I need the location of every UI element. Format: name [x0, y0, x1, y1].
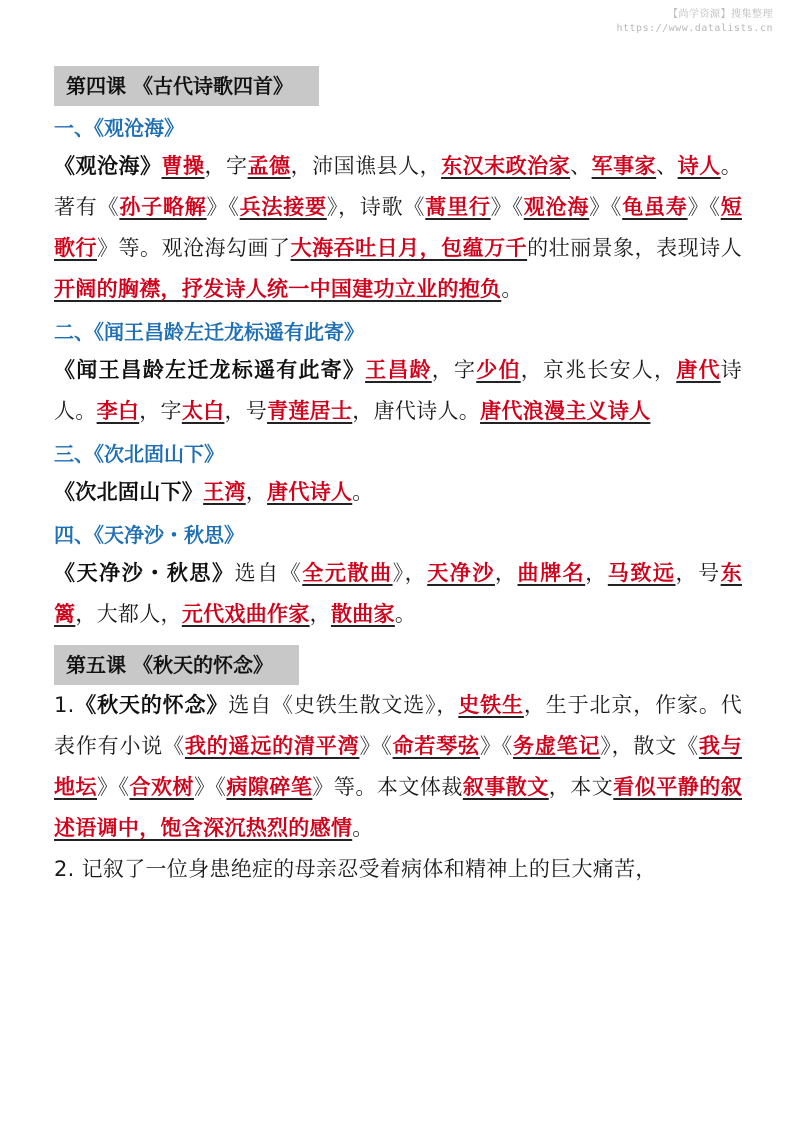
- key-term: 我的遥远的清平湾: [184, 734, 360, 758]
- key-term: 唐代浪漫主义诗人: [480, 399, 651, 423]
- key-term: 观沧海: [523, 195, 590, 219]
- lesson-5-paragraph-2: 2. 记叙了一位身患绝症的母亲忍受着病体和精神上的巨大痛苦，: [54, 857, 657, 881]
- key-term: 病隙碎笔: [226, 775, 313, 799]
- text: 》《: [589, 195, 623, 219]
- watermark-title: 【尚学资源】搜集整理: [668, 9, 773, 20]
- key-term: 孟德: [247, 154, 291, 178]
- watermark: [617, 8, 774, 36]
- text: 》《: [359, 734, 393, 758]
- text: ，: [585, 561, 608, 585]
- text: 。: [394, 602, 417, 626]
- key-term: 命若琴弦: [392, 734, 480, 758]
- lesson-5-title: 第五课 《秋天的怀念》: [54, 645, 299, 685]
- text: ，本文: [548, 775, 614, 799]
- text: 》《: [206, 195, 240, 219]
- text: ，沛国谯县人，: [290, 154, 442, 178]
- key-term: 看似平静的叙述语调中，饱含深沉热烈的感情: [54, 775, 742, 840]
- text: ，京兆长安人，: [520, 358, 677, 382]
- text: ，大都人，: [75, 602, 182, 626]
- key-term: 全元散曲: [302, 561, 393, 585]
- text: 》《: [687, 195, 721, 219]
- text: ，唐代诗人。: [352, 399, 481, 423]
- item-number: 1.: [54, 693, 75, 717]
- section-1-paragraph: [54, 146, 742, 310]
- section-3-paragraph: [54, 472, 742, 513]
- text: ，号: [675, 561, 721, 585]
- text: 《秋天的怀念》: [74, 693, 229, 717]
- key-term: 短歌行: [54, 195, 742, 260]
- text: ，: [309, 602, 331, 626]
- text: ，生于北京，作家。代表作有小说《: [54, 693, 742, 758]
- text: 》《: [193, 775, 227, 799]
- document-body: [54, 66, 742, 890]
- key-term: 开阔的胸襟，抒发诗人统一中国建功立业的抱负: [54, 277, 502, 301]
- text: ，: [494, 561, 518, 585]
- key-term: 唐代: [676, 358, 721, 382]
- key-term: 龟虽寿: [622, 195, 688, 219]
- key-term: 王昌龄: [365, 358, 432, 382]
- key-term: 唐代诗人: [267, 480, 353, 504]
- text: 选自《史铁生散文选》，: [228, 693, 459, 717]
- text: 》《: [479, 734, 514, 758]
- text: 诗人。: [54, 358, 743, 423]
- text: 。著有《: [54, 154, 742, 219]
- key-term: 散曲家: [330, 602, 395, 626]
- key-term: 蒿里行: [425, 195, 491, 219]
- text: 》《: [490, 195, 524, 219]
- key-term: 天净沙: [427, 561, 495, 585]
- text: 《天净沙・秋思》: [54, 561, 235, 585]
- section-3-heading: 三、《次北固山下》: [54, 442, 224, 466]
- lesson-5-paragraph-1: [54, 685, 742, 849]
- text: 》等。本文体裁: [312, 775, 463, 799]
- text: 《次北固山下》: [54, 480, 204, 504]
- key-term: 孙子略解: [119, 195, 207, 219]
- key-term: 太白: [181, 399, 225, 423]
- text: 》，散文《: [600, 734, 699, 758]
- text: 》《: [96, 775, 130, 799]
- key-term: 合欢树: [129, 775, 194, 799]
- key-term: 东篱: [54, 561, 742, 626]
- text: 。: [501, 277, 523, 301]
- text: 《闻王昌龄左迁龙标遥有此寄》: [54, 358, 366, 382]
- section-2-heading: 二、《闻王昌龄左迁龙标遥有此寄》: [54, 320, 364, 344]
- section-4-heading: 四、《天净沙・秋思》: [54, 523, 244, 547]
- text: ，字: [139, 399, 182, 423]
- key-term: 兵法接要: [239, 195, 327, 219]
- key-term: 元代戏曲作家: [181, 602, 310, 626]
- key-term: 李白: [96, 399, 140, 423]
- key-term: 曹操: [161, 154, 205, 178]
- key-term: 务虚笔记: [513, 734, 601, 758]
- key-term: 史铁生: [458, 693, 524, 717]
- key-term: 王湾: [203, 480, 246, 504]
- text: ，字: [204, 154, 248, 178]
- section-2-paragraph: [54, 350, 742, 432]
- key-term: 叙事散文: [462, 775, 549, 799]
- key-term: 我与地坛: [54, 734, 743, 799]
- text: ，字: [431, 358, 477, 382]
- key-term: 曲牌名: [517, 561, 586, 585]
- text: 。: [352, 816, 374, 840]
- text: 》，: [392, 561, 428, 585]
- text: 《观沧海》: [54, 154, 162, 178]
- section-1-heading: 一、《观沧海》: [54, 116, 184, 140]
- key-term: 诗人: [677, 154, 721, 178]
- text: 。: [352, 480, 374, 504]
- text: 、: [570, 154, 592, 178]
- text: 选自《: [234, 561, 303, 585]
- text: 》，诗歌《: [326, 195, 426, 219]
- section-4-paragraph: [54, 553, 742, 635]
- key-term: 马致远: [607, 561, 676, 585]
- text: ，: [245, 480, 268, 504]
- text: 的壮丽景象，表现诗人: [527, 236, 742, 260]
- key-term: 军事家: [591, 154, 657, 178]
- text: 、: [656, 154, 678, 178]
- lesson-4-title: 第四课 《古代诗歌四首》: [54, 66, 319, 106]
- key-term: 少伯: [476, 358, 521, 382]
- key-term: 青莲居士: [267, 399, 353, 423]
- key-term: 大海吞吐日月，包蕴万千: [290, 236, 528, 260]
- text: ，号: [224, 399, 268, 423]
- text: 》等。观沧海勾画了: [97, 236, 291, 260]
- watermark-url: https://www.datalists.cn: [616, 23, 773, 34]
- key-term: 东汉末政治家: [441, 154, 571, 178]
